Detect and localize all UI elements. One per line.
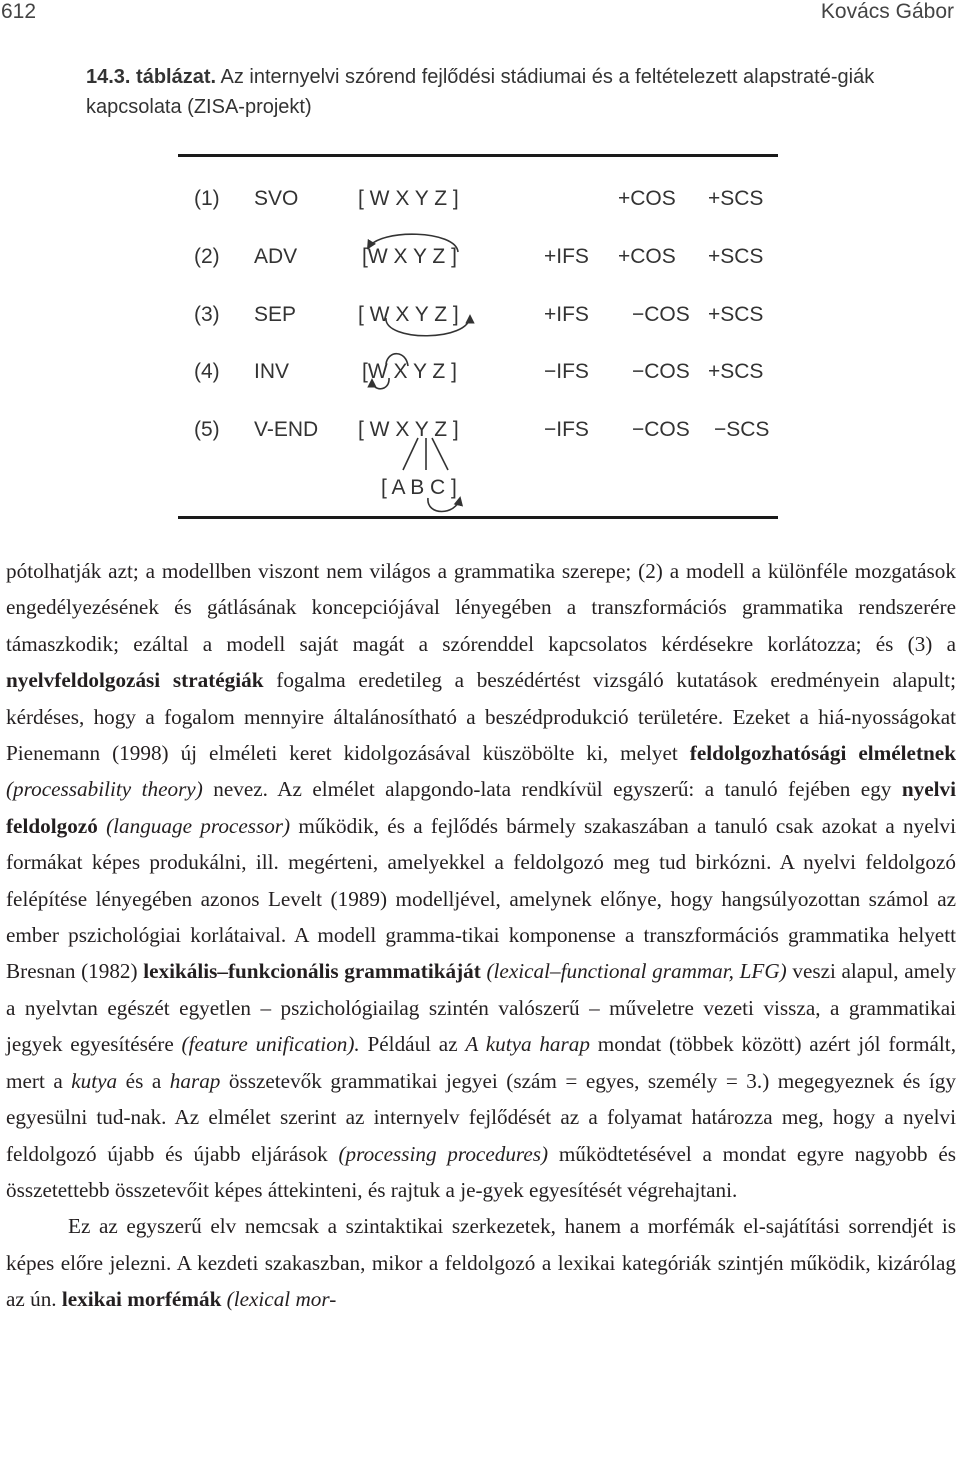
cos-value: +COS <box>618 187 676 210</box>
scs-value: +SCS <box>708 360 764 383</box>
table-caption-label: 14.3. táblázat. <box>86 66 217 88</box>
scs-value: +SCS <box>708 303 764 326</box>
page-number: 612 <box>1 0 37 23</box>
italic-term: (lexical–functional grammar, LFG) <box>486 959 787 984</box>
word-order-pattern: [W X Y Z ] <box>362 245 457 268</box>
italic-term: (language processor) <box>106 813 291 838</box>
cos-value: −COS <box>632 360 690 383</box>
inv-movement-arrow <box>386 354 408 366</box>
italic-term: kutya <box>71 1068 118 1093</box>
stage-label: V-END <box>254 418 319 441</box>
row-number: (2) <box>194 245 220 268</box>
paragraph <box>6 553 956 1208</box>
scs-value: +SCS <box>708 187 764 210</box>
cos-value: +COS <box>618 245 676 268</box>
cos-value: −COS <box>632 418 690 441</box>
text-run: mondat (többek között) azért jól formált, mert a <box>6 1032 956 1093</box>
word-order-pattern: [W X Y Z ] <box>362 360 457 383</box>
bold-term: lexikai morfémák <box>61 1287 222 1312</box>
italic-term: (processing procedures) <box>338 1141 549 1166</box>
stage-label: SVO <box>254 187 299 210</box>
italic-term: (lexical mor- <box>226 1287 337 1312</box>
ifs-value: −IFS <box>544 418 589 441</box>
word-order-pattern: [ W X Y Z ] <box>358 303 459 326</box>
text-run: nevez. Az elmélet alapgondo-lata rendkívül egyszerű: a tanuló fejében egy <box>202 777 902 802</box>
vend-line-right <box>432 438 448 470</box>
cos-value: −COS <box>632 303 690 326</box>
text-run: összetevők grammatikai jegyei (szám = egyes, személy = 3.) megegyeznek és így egyesülni tud-nak. Az elmélet szerint az internyelv fejlődését az a folyamat határozza meg, hogy a nyelvi feldolgozó újabb és újabb eljárások <box>6 1068 956 1166</box>
text-run: és a <box>117 1068 170 1093</box>
sub-pattern: [ A B C ] <box>381 476 457 499</box>
row-number: (4) <box>194 360 220 383</box>
word-order-pattern: [ W X Y Z ] <box>358 418 459 441</box>
text-run: Ez az egyszerű elv nemcsak a szintaktikai szerkezetek, hanem a morfémák el-sajátítási sorrendjét is képes előre jelezni. A kezdeti szakaszban, mikor a feldolgozó a lexikai kategóriák szintjén működik, kizárólag az ún. <box>6 1214 956 1312</box>
running-head-author: Kovács Gábor <box>820 0 954 23</box>
text-run: Például az <box>359 1032 466 1057</box>
ifs-value: +IFS <box>544 303 589 326</box>
italic-term: (processability theory) <box>6 777 203 802</box>
inv-down-arrow <box>372 378 389 389</box>
word-order-pattern: [ W X Y Z ] <box>358 187 459 210</box>
paragraph <box>6 1208 956 1317</box>
scs-value: −SCS <box>714 418 770 441</box>
ifs-value: +IFS <box>544 245 589 268</box>
scs-value: +SCS <box>708 245 764 268</box>
bold-term: nyelvi feldolgozó <box>6 777 957 838</box>
bold-term: nyelvfeldolgozási stratégiák <box>6 668 264 693</box>
text-run: működik, és a fejlődés bármely szakaszában a tanuló csak azokat a nyelvi formákat képes produkálni, ill. megérteni, amelyekkel a feldolgozó meg tud birkózni. A nyelvi feldolgozó felépítése lényegében azonos Levelt (1989) modelljével, amelynek előnye, hogy hangsúlyozottan számol az ember pszichológiai korlátaival. A modell gramma-tikai komponense a transzformációs grammatika helyett Bresnan (1982) <box>6 813 956 984</box>
text-run: pótolhatják azt; a modellben viszont nem világos a grammatika szerepe; (2) a modell a különféle mozgatások engedélyezésének és gátlásának koncepciójával lényegében a transzformációs grammatika rendszerére támaszkodik; ezáltal a modell saját magát a szórenddel kapcsolatos kérdésekre korlátozza; és (3) a <box>6 559 956 656</box>
text-run <box>98 814 106 838</box>
vend-movement-arrow <box>428 498 460 512</box>
sep-movement-arrow <box>386 316 470 336</box>
text-run: fogalma eredetileg a beszédértést vizsgáló kutatások eredményein alapult; kérdéses, hogy a fogalom mennyire általánosítható a beszédprodukció területére. Ezeket a hiá-nyosságokat Pienemann (1998) új elméleti keret kidolgozásával küszöbölte ki, melyet <box>6 668 956 766</box>
italic-term: (feature unification). <box>181 1032 360 1057</box>
bold-term: lexikális–funkcionális grammatikáját <box>143 959 481 984</box>
row-number: (3) <box>194 303 220 326</box>
body-text <box>6 553 956 1318</box>
italic-term: A kutya harap <box>465 1032 590 1057</box>
bold-term: feldolgozhatósági elméletnek <box>689 741 956 766</box>
row-number: (1) <box>194 187 220 210</box>
text-run: veszi alapul, amely a nyelvtan egészét egyetlen – pszichológiailag szintén valószerű – műveletre vezeti vissza, a grammatikai jegyek egyesítésére <box>6 959 957 1057</box>
row-number: (5) <box>194 418 220 441</box>
table-caption-text: Az internyelvi szórend fejlődési stádiumai és a feltételezett alapstraté-giák kapcsolata (ZISA-projekt) <box>86 66 875 118</box>
stage-label: SEP <box>254 303 297 326</box>
ifs-value: −IFS <box>544 360 589 383</box>
stage-label: ADV <box>254 245 298 268</box>
adv-movement-arrow <box>368 234 458 252</box>
italic-term: harap <box>169 1068 221 1093</box>
text-run: működtetésével a mondat egyre nagyobb és összetettebb összetevőit képes áttekinteni, és rajtuk a je-gyek egyesítését végrehajtani. <box>6 1141 957 1202</box>
vend-line-left <box>403 438 418 470</box>
stage-label: INV <box>254 360 290 383</box>
